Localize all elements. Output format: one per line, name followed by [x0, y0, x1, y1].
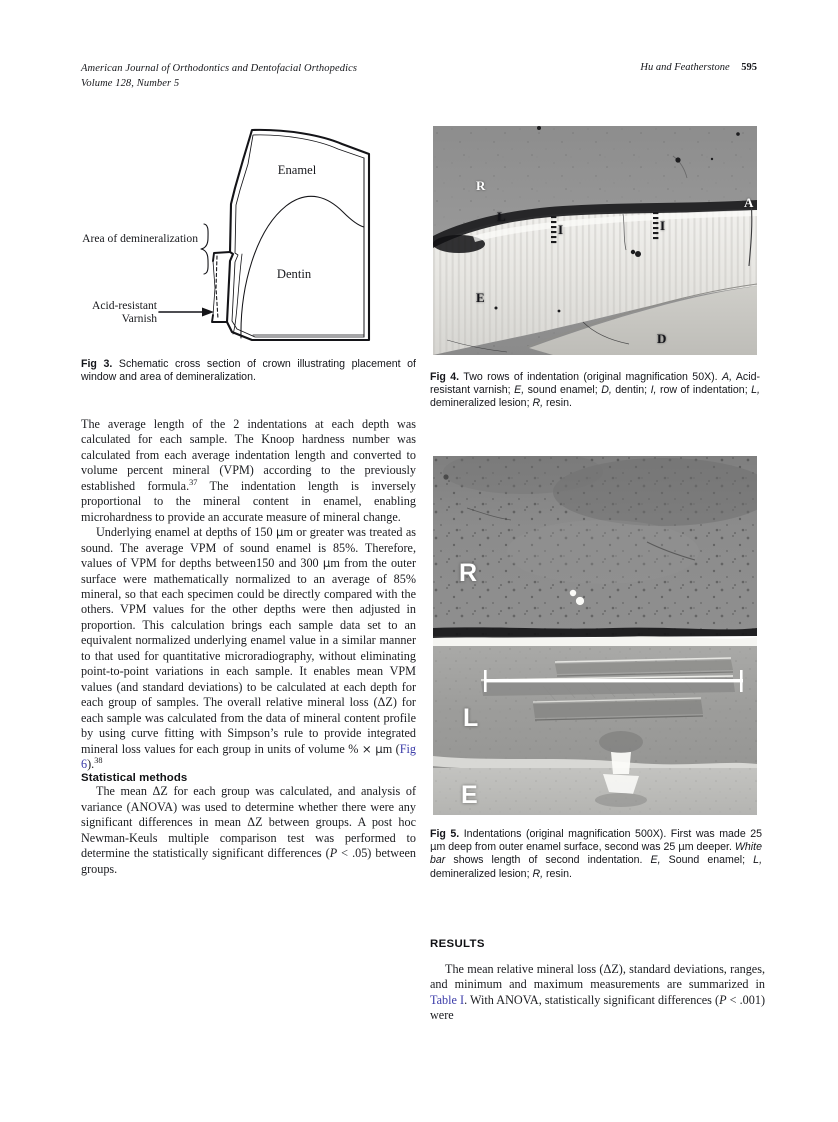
fig4-cap-i1: A,	[722, 371, 733, 383]
fig4-label-indentation-row-2: I	[660, 218, 666, 233]
fig4-cap-i3: D,	[601, 384, 612, 397]
fig5-cap-t2: m deep from outer enamel surface, second was 25	[436, 841, 679, 854]
fig4-label-sound-enamel: E	[476, 290, 485, 305]
micro-symbol-1: μ	[275, 525, 284, 540]
window-bottom-face	[212, 315, 227, 322]
fig4-cap-t3: sound enamel;	[524, 384, 602, 397]
fig5-cap-t1: Indentations (original magnification 500X). First was made 25	[459, 828, 762, 840]
figure-4-micrograph	[433, 126, 757, 355]
p-value-symbol-1: P	[329, 846, 338, 861]
paragraph-results	[430, 962, 765, 1024]
fig5-cap-i4: R,	[532, 867, 544, 880]
para2-part4: ) for each sample was calculated from the data of mineral content profile by using curve fitting with Simpson’s rule to provide integrated mineral loss values for each group in units of volume %	[81, 695, 416, 756]
fig4-cap-t7: resin.	[543, 397, 572, 410]
fig4-label-acid-resistant-varnish: A	[744, 195, 754, 210]
crown-cross-section-diagram	[81, 126, 416, 351]
fig3-caption-text: Schematic cross section of crown illustrating placement of window and area of demineralization.	[81, 358, 416, 384]
figure-5-micrograph	[433, 456, 757, 815]
fig5-label-lesion: L	[463, 704, 479, 732]
fig4-caption-label: Fig 4.	[430, 371, 460, 383]
cervical-inner-curve	[233, 254, 242, 334]
author-names: Hu and Featherstone	[640, 62, 730, 73]
demineralization-bracket	[201, 224, 208, 274]
section-heading-statistical-methods: Statistical methods	[81, 772, 188, 785]
para2-part2: m or greater was treated as sound. The average VPM of sound enamel is 85%. Therefore, values of VPM for depths between150 and 300	[81, 525, 417, 571]
fig4-label-lesion: L	[497, 209, 506, 224]
left-column-text	[81, 417, 416, 877]
paragraph-knoop-hardness	[81, 417, 416, 525]
varnish-sliver	[213, 261, 215, 315]
fig5-micro-symbol-2: μ	[678, 842, 685, 854]
fig3-label-dentin: Dentin	[276, 267, 312, 281]
para2-part3: m from the outer surface were mathematically normalized to an average of 85% mineral, so that each specimen could be directly compared with the others. VPM values for the other depths were then adjusted in proportion. This calculation brings each sample data set to an equivalent normalized underlying enamel value in a similar manner to that used for quantitative microradiography, without eliminating point-to-point variations in each sample. It enables mean VPM values (and standard deviations) to be calculated at each depth for each group of samples. The overall relative mineral loss (	[81, 556, 417, 710]
fig4-cap-t4: dentin;	[611, 384, 651, 397]
para2-part1: Underlying enamel at depths of 150	[96, 525, 276, 540]
fig4-cap-i6: R,	[532, 397, 544, 410]
fig5-cap-t7: resin.	[543, 867, 572, 880]
fig4-cap-t1: Two rows of indentation (original magnification 50X).	[459, 371, 723, 383]
fig5-caption-label: Fig 5.	[430, 828, 460, 840]
fig3-label-varnish: Varnish	[121, 312, 157, 325]
fig5-cap-t4: shows length of second indentation.	[445, 854, 651, 867]
delta-z-symbol-3: ΔZ	[247, 815, 263, 830]
paragraph-statistical-methods	[81, 784, 416, 877]
fig4-micrograph-image	[433, 126, 757, 355]
fig4-cap-t2: Acid-resistant varnish;	[430, 371, 760, 397]
running-head	[81, 62, 757, 92]
fig3-label-area-of-demineralization: Area of demineralization	[82, 232, 198, 245]
figure-3-schematic	[81, 126, 416, 351]
stat-part2: for each group was calculated, and analysis of variance (ANOVA) was used to determine whether there were any significant differences in mean	[81, 784, 417, 830]
fig5-cap-t5: Sound enamel;	[660, 854, 754, 867]
fig5-label-resin: R	[459, 559, 478, 587]
stat-part1: The mean	[96, 784, 153, 799]
p-value-symbol-2: P	[719, 992, 727, 1007]
page-number: 595	[741, 62, 757, 73]
results-t2: ), standard deviations, ranges, and minimum and maximum measurements are summarized in	[430, 962, 765, 992]
para1-part1: The average length of the 2 indentations at each depth was calculated for each sample. The Knoop hardness number was calculated from each average indentation length and converted to volume percent mineral (VPM) according to the previously established formula.	[81, 417, 416, 493]
fig3-label-acid-resistant: Acid-resistant	[91, 299, 157, 312]
results-heading-wrap	[430, 938, 765, 950]
results-t3: . With ANOVA, statistically significant differences (	[464, 992, 720, 1007]
fig3-caption-label: Fig 3.	[81, 358, 113, 370]
fig5-cap-i1: White bar	[430, 841, 762, 867]
figure-4-caption	[430, 371, 760, 411]
fig4-label-resin: R	[476, 178, 486, 193]
para2-part6: ).	[87, 756, 95, 771]
paragraph-normalization	[81, 525, 416, 772]
delta-z-symbol-4: ΔZ	[603, 962, 619, 976]
stat-part3: between groups. A post hoc Newman-Keuls multiple comparison test was performed to determine the statistically significant differences (	[81, 815, 416, 861]
figure-3-caption	[81, 358, 416, 384]
fig5-cap-i3: L,	[753, 854, 763, 867]
fig4-cap-t6: demineralized lesion;	[430, 397, 533, 410]
fig5-micro-symbol-1: μ	[430, 842, 437, 854]
para2-part5: m (	[382, 741, 400, 756]
fig5-cap-t6: demineralized lesion;	[430, 867, 533, 880]
fig4-cap-i2: E,	[514, 384, 525, 397]
figure-6-crossref-link[interactable]: Fig 6	[81, 741, 416, 771]
times-symbol: ×	[361, 741, 372, 756]
fig5-cap-i2: E,	[650, 854, 661, 867]
para1-part2: The indentation length is inversely proportional to the mineral content in enamel, enabling microhardness to provide an accurate measure of mineral change.	[81, 478, 417, 524]
fig4-cap-i5: L,	[751, 384, 760, 397]
journal-title	[81, 62, 357, 91]
delta-z-symbol-2: ΔZ	[152, 784, 168, 799]
running-head-right	[640, 62, 757, 73]
table-1-crossref-link[interactable]: Table I	[430, 992, 465, 1007]
journal-volume-line: Volume 128, Number 5	[81, 77, 180, 89]
window-dashed-boundary	[216, 256, 218, 319]
fig3-label-enamel: Enamel	[277, 163, 317, 177]
fig5-micrograph-image	[433, 456, 757, 815]
results-t4: < .001) were	[430, 992, 766, 1023]
results-body-wrap	[430, 962, 765, 1024]
micro-symbol-3: μ	[375, 741, 383, 756]
citation-38: 38	[94, 755, 103, 765]
fig5-label-sound-enamel: E	[461, 781, 478, 809]
fig4-cap-t5: row of indentation;	[656, 384, 752, 397]
section-heading-results: RESULTS	[430, 938, 485, 950]
fig4-label-dentin: D	[657, 331, 667, 346]
fig5-cap-t3: m deeper.	[684, 841, 735, 854]
window-top-face	[213, 252, 230, 261]
delta-z-symbol-1: ΔZ	[377, 695, 393, 710]
journal-title-line1: American Journal of Orthodontics and Dentofacial Orthopedics	[81, 63, 358, 74]
fig4-label-indentation-row-1: I	[558, 222, 564, 237]
figure-5-caption	[430, 828, 762, 881]
stat-part4: < .05) between groups.	[81, 846, 416, 876]
citation-37: 37	[189, 477, 198, 487]
results-t1: The mean relative mineral loss (	[445, 962, 604, 976]
micro-symbol-2: μ	[322, 556, 331, 571]
fig4-cap-i4: I,	[650, 384, 657, 397]
